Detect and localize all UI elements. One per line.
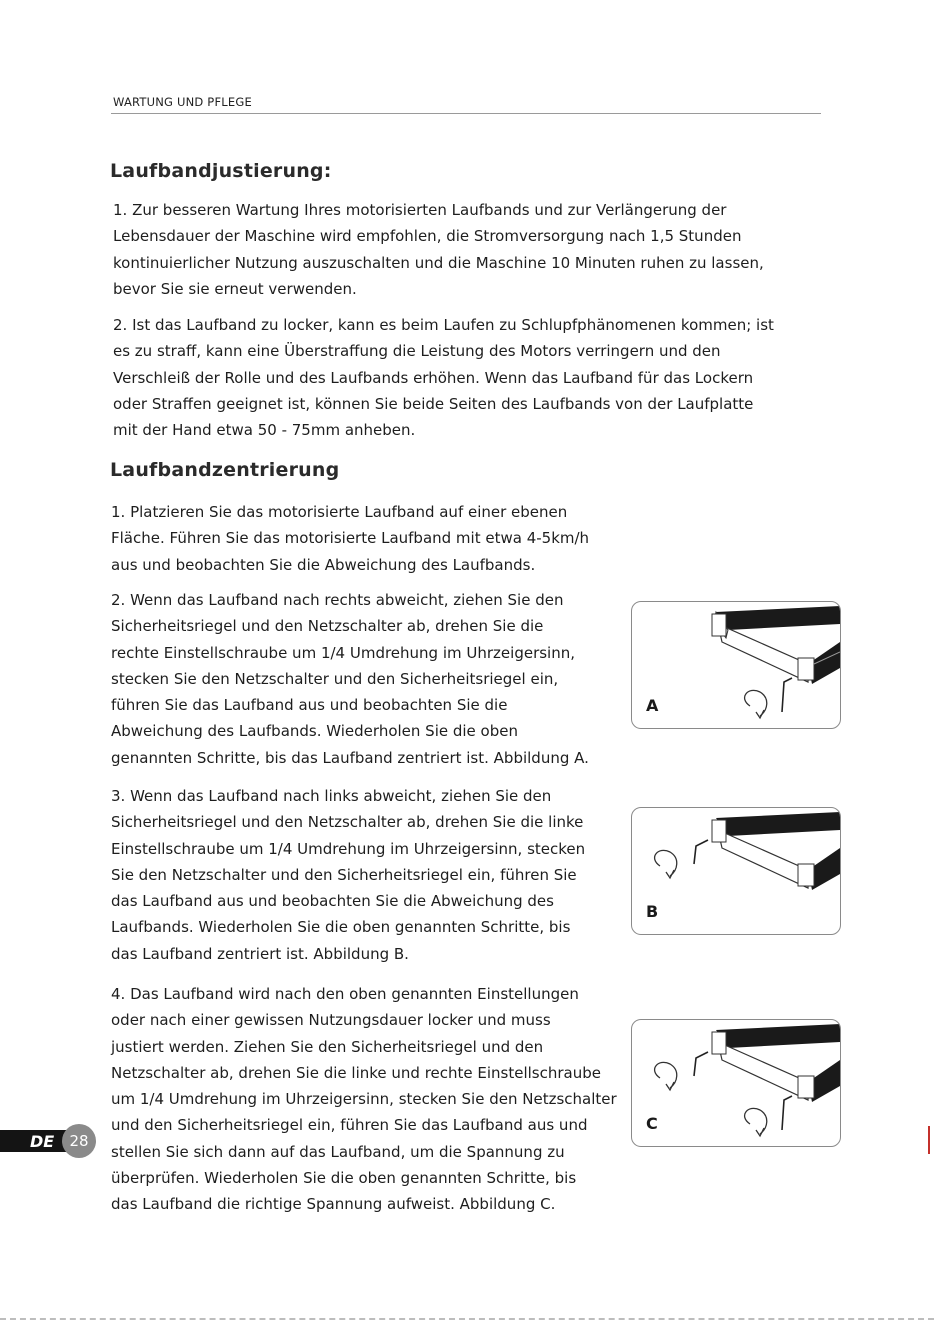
paragraph-centering-2 (111, 587, 589, 771)
text-line: das Laufband aus und beobachten Sie die Abweichung des (111, 892, 554, 911)
text-line: Lebensdauer der Maschine wird empfohlen, die Stromversorgung nach 1,5 Stunden (113, 227, 742, 246)
text-line: das Laufband die richtige Spannung aufweist. Abbildung C. (111, 1195, 556, 1214)
text-line: Sicherheitsriegel und den Netzschalter ab, drehen Sie die linke (111, 813, 584, 832)
section-heading-belt-adjustment: Laufbandjustierung: (110, 160, 332, 182)
figure-label: A (646, 696, 659, 715)
text-line: rechte Einstellschraube um 1/4 Umdrehung im Uhrzeigersinn, (111, 643, 575, 662)
text-line: Netzschalter ab, drehen Sie die linke und rechte Einstellschraube (111, 1063, 601, 1082)
text-line: überprüfen. Wiederholen Sie die oben genannten Schritte, bis (111, 1169, 577, 1188)
text-line: 1. Zur besseren Wartung Ihres motorisierten Laufbands und zur Verlängerung der (113, 201, 727, 219)
text-line: 4. Das Laufband wird nach den oben genannten Einstellungen (111, 985, 579, 1003)
paragraph-centering-3 (111, 783, 585, 967)
text-line: oder nach einer gewissen Nutzungsdauer locker und muss (111, 1011, 551, 1030)
treadmill-rear-illustration (632, 808, 840, 934)
text-line: stellen Sie sich dann auf das Laufband, um die Spannung zu (111, 1142, 565, 1161)
text-line: führen Sie das Laufband aus und beobachten Sie die (111, 696, 508, 715)
text-line: mit der Hand etwa 50 - 75mm anheben. (113, 421, 416, 440)
page-header-label: WARTUNG UND PFLEGE (113, 95, 252, 109)
treadmill-rear-illustration (632, 1020, 840, 1146)
text-line: justiert werden. Ziehen Sie den Sicherheitsriegel und den (111, 1037, 544, 1056)
text-line: kontinuierlicher Nutzung auszuschalten und die Maschine 10 Minuten ruhen zu lassen, (113, 253, 764, 272)
text-line: stecken Sie den Netzschalter und den Sicherheitsriegel ein, (111, 669, 559, 688)
text-line: Verschleiß der Rolle und des Laufbands erhöhen. Wenn das Laufband für das Lockern (113, 368, 754, 387)
bottom-trim-line (0, 1318, 934, 1320)
text-line: 2. Wenn das Laufband nach rechts abweicht, ziehen Sie den (111, 591, 564, 609)
language-code: DE (30, 1132, 55, 1151)
paragraph-belt-adjustment-1 (113, 197, 764, 302)
figure-b (631, 807, 841, 935)
page-number: 28 (62, 1124, 96, 1158)
text-line: genannten Schritte, bis das Laufband zentriert ist. Abbildung A. (111, 748, 589, 767)
text-line: oder Straffen geeignet ist, können Sie beide Seiten des Laufbands von der Laufplatte (113, 394, 754, 413)
text-line: 3. Wenn das Laufband nach links abweicht, ziehen Sie den (111, 787, 552, 805)
edge-marker (928, 1126, 930, 1154)
text-line: das Laufband zentriert ist. Abbildung B. (111, 944, 409, 963)
text-line: Laufbands. Wiederholen Sie die oben genannten Schritte, bis (111, 918, 571, 937)
figure-label: B (646, 902, 659, 921)
section-heading-belt-centering: Laufbandzentrierung (110, 459, 340, 481)
treadmill-rear-illustration (632, 602, 840, 728)
text-line: 2. Ist das Laufband zu locker, kann es beim Laufen zu Schlupfphänomenen kommen; ist (113, 316, 774, 334)
text-line: Sie den Netzschalter und den Sicherheitsriegel ein, führen Sie (111, 865, 577, 884)
text-line: aus und beobachten Sie die Abweichung des Laufbands. (111, 555, 536, 574)
figure-label: C (646, 1114, 658, 1133)
text-line: Abweichung des Laufbands. Wiederholen Sie die oben (111, 722, 518, 741)
paragraph-centering-4 (111, 981, 617, 1218)
text-line: bevor Sie sie erneut verwenden. (113, 279, 357, 298)
text-line: 1. Platzieren Sie das motorisierte Laufband auf einer ebenen (111, 503, 568, 521)
text-line: Fläche. Führen Sie das motorisierte Laufband mit etwa 4-5km/h (111, 529, 590, 548)
text-line: Einstellschraube um 1/4 Umdrehung im Uhrzeigersinn, stecken (111, 839, 586, 858)
text-line: es zu straff, kann eine Überstraffung die Leistung des Motors verringern und den (113, 342, 721, 361)
text-line: Sicherheitsriegel und den Netzschalter ab, drehen Sie die (111, 617, 544, 636)
header-divider (111, 113, 821, 114)
figure-a (631, 601, 841, 729)
text-line: und den Sicherheitsriegel ein, führen Sie das Laufband aus und (111, 1116, 588, 1135)
paragraph-centering-1 (111, 499, 589, 578)
figure-c (631, 1019, 841, 1147)
paragraph-belt-adjustment-2 (113, 312, 774, 443)
text-line: um 1/4 Umdrehung im Uhrzeigersinn, stecken Sie den Netzschalter (111, 1090, 617, 1109)
page-badge (0, 1124, 96, 1158)
